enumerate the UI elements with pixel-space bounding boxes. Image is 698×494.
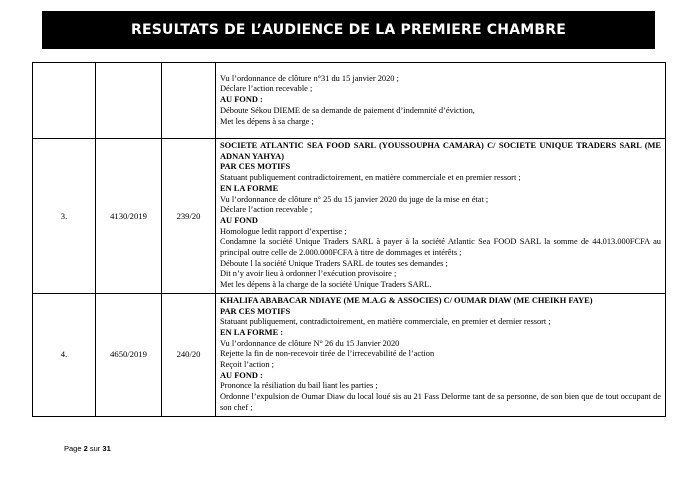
- decision-line: Met les dépens à sa charge ;: [220, 116, 314, 126]
- decision-text-cell: [216, 63, 666, 139]
- table-row: [33, 63, 666, 139]
- decision-line: Homologue ledit rapport d’expertise ;: [220, 226, 347, 236]
- role-number-cell: [96, 63, 162, 139]
- decision-line: Vu l’ordonnance de clôture n°31 du 15 janvier 2020 ;: [220, 73, 399, 83]
- table-row: [33, 139, 666, 294]
- page-label: Page: [64, 444, 82, 453]
- of-label: sur: [89, 444, 101, 453]
- decision-text-cell: [216, 293, 666, 416]
- decision-heading: AU FOND :: [220, 370, 263, 380]
- results-table: [32, 62, 666, 417]
- case-number-cell: [33, 63, 96, 139]
- decision-line: Met les dépens à la charge de la société Unique Traders SARL.: [220, 280, 432, 290]
- repertoire-number-cell: 240/20: [162, 293, 216, 416]
- decision-line: Rejette la fin de non-recevoir tirée de l’irrecevabilité de l’action: [220, 349, 435, 359]
- page-title: RESULTATS DE L’AUDIENCE DE LA PREMIERE CHAMBRE: [131, 22, 566, 38]
- decision-line: Dit n’y avoir lieu à ordonner l’exécution provisoire ;: [220, 269, 397, 279]
- page-total: 31: [102, 444, 111, 453]
- decision-heading: EN LA FORME: [220, 183, 279, 193]
- decision-line: Ordonne l’expulsion de Oumar Diaw du local loué sis au 21 Fass Delorme tant de sa personne, de son bien que de tout occupant de son chef ;: [220, 392, 661, 412]
- repertoire-number-cell: 239/20: [162, 139, 216, 294]
- decision-line: Déclare l’action recevable ;: [220, 84, 313, 94]
- page-title-banner: [42, 11, 655, 49]
- decision-line: Prononce la résiliation du bail liant les parties ;: [220, 381, 378, 391]
- decision-line: Vu l’ordonnance de clôture N° 26 du 15 Janvier 2020: [220, 338, 400, 348]
- case-number-cell: 3.: [33, 139, 96, 294]
- role-number-cell: 4130/2019: [96, 139, 162, 294]
- decision-heading: SOCIETE ATLANTIC SEA FOOD SARL (YOUSSOUPHA CAMARA) C/ SOCIETE UNIQUE TRADERS SARL (ME ADNAN YAHYA): [220, 141, 661, 161]
- decision-heading: PAR CES MOTIFS: [220, 306, 291, 316]
- decision-line: Déclare l’action recevable ;: [220, 205, 313, 215]
- decision-heading: AU FOND: [220, 215, 258, 225]
- decision-heading: EN LA FORME :: [220, 327, 284, 337]
- decision-heading: PAR CES MOTIFS: [220, 162, 291, 172]
- case-number-cell: 4.: [33, 293, 96, 416]
- page-footer: [64, 444, 111, 453]
- decision-line: Reçoit l’action ;: [220, 360, 274, 370]
- decision-heading: AU FOND :: [220, 95, 263, 105]
- role-number-cell: 4650/2019: [96, 293, 162, 416]
- decision-line: Déboute l la société Unique Traders SARL de toutes ses demandes ;: [220, 258, 448, 268]
- decision-line: Condamne la société Unique Traders SARL à payer à la société Atlantic Sea FOOD SARL la somme de 44.013.000FCFA au principal outre celle de 2.000.000FCFA à titre de dommages et intérêts ;: [220, 237, 661, 258]
- decision-line: Statuant publiquement, contradictoirement, en matière commerciale, en premier et dernier ressort ;: [220, 317, 551, 327]
- decision-text-cell: [216, 139, 666, 294]
- decision-line: Déboute Sékou DIEME de sa demande de paiement d’indemnité d’éviction,: [220, 105, 475, 115]
- decision-heading: KHALIFA ABABACAR NDIAYE (ME M.A.G & ASSOCIES) C/ OUMAR DIAW (ME CHEIKH FAYE): [220, 295, 593, 305]
- decision-line: Vu l’ordonnance de clôture n° 25 du 15 janvier 2020 du juge de la mise en état ;: [220, 194, 489, 204]
- decision-line: Statuant publiquement contradictoirement, en matière commerciale et en premier ressort ;: [220, 173, 521, 183]
- page-number: 2: [83, 444, 88, 453]
- repertoire-number-cell: [162, 63, 216, 139]
- table-row: [33, 293, 666, 416]
